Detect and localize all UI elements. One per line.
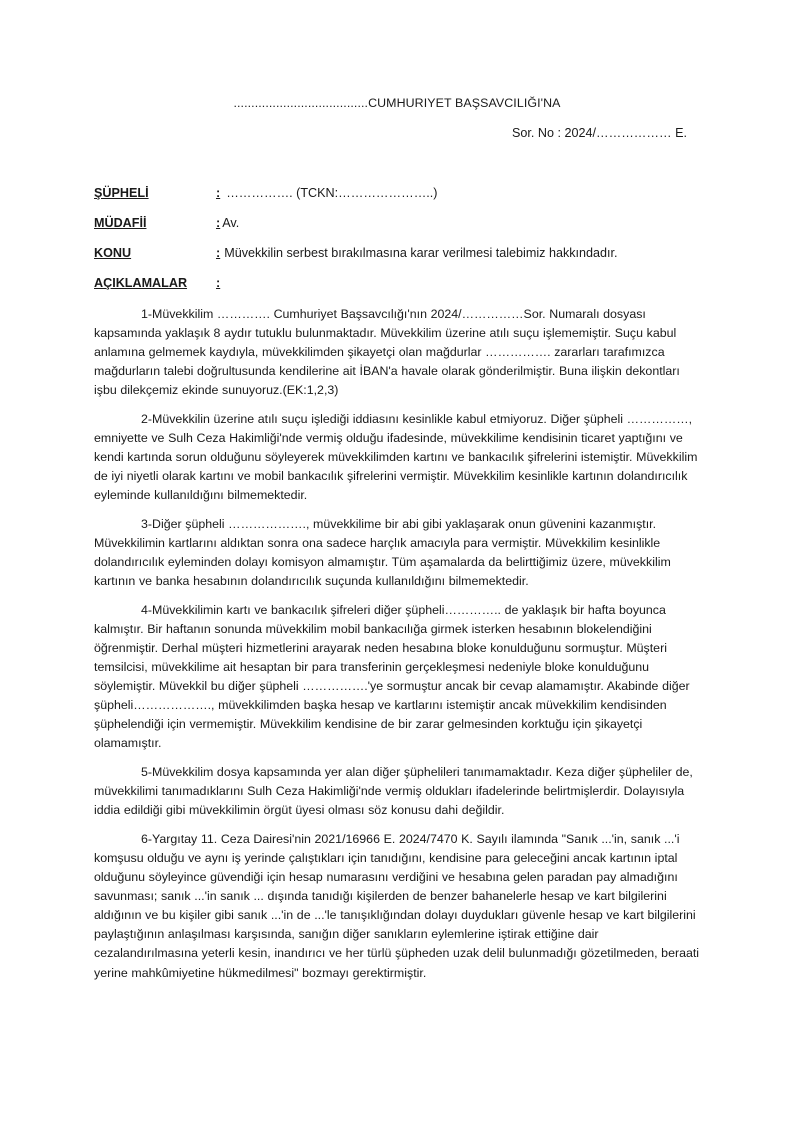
field-label-aciklamalar: AÇIKLAMALAR: [94, 276, 188, 290]
paragraph-2: 2-Müvekkilin üzerine atılı suçu işlediği iddiasını kesinlikle kabul etmiyoruz. Diğer şüpheli ……………, emniyette ve Sulh Ceza Hakimliği'nde vermiş olduğu ifadesinde, müvekkilime kendisinin ticaret yaptığını ve kendi kartında sorun olduğunu söyleyerek müvekkilimden kartını ve bankacılık şifrelerini istemiştir. Müvekkilim de iyi niyetli olarak kartını ve mobil bankacılık şifrelerini vermiştir. Müvekkilim kesinlikle kartının dolandırıcılık eyleminde kullanıldığını bilmemektedir.: [94, 411, 698, 503]
field-value-mudafii: Av.: [222, 216, 240, 230]
field-aciklamalar: [94, 276, 220, 290]
explanations-body: [94, 305, 700, 992]
field-label-mudafii: MÜDAFİİ: [94, 216, 147, 230]
field-supheli: [94, 186, 438, 200]
paragraph-3: 3-Diğer şüpheli ………………., müvekkilime bir abi gibi yaklaşarak onun güvenini kazanmıştır. Müvekkilimin kartlarını aldıktan sonra ona sadece harçlık amacıyla para vermiştir. Müvekkilim kesinlikle dolandırıcılık eyleminden dolayı komisyon almamıştır. Tüm aşamalarda da belirttiğimiz üzere, müvekkilim kartının ve banka hesabının dolandırıcılık suçunda kullanıldığını bilmemektedir.: [94, 516, 671, 589]
field-konu: [94, 246, 618, 260]
field-value-konu: Müvekkilin serbest bırakılmasına karar verilmesi talebimiz hakkındadır.: [224, 246, 618, 260]
paragraph-5: 5-Müvekkilim dosya kapsamında yer alan diğer şüphelileri tanımamaktadır. Keza diğer şüpheliler de, müvekkilimi tanımadıklarını Sulh Ceza Hakimliği'nde vermiş oldukları ifadelerinde belirtmişlerdir. Dolayısıyla iddia edildiği gibi müvekkilimin örgüt üyesi olması söz konusu dahi değildir.: [94, 765, 693, 818]
field-mudafii: [94, 216, 239, 230]
sor-number: Sor. No : 2024/……………… E.: [512, 126, 687, 140]
field-label-konu: KONU: [94, 246, 132, 260]
field-colon: :: [216, 276, 221, 290]
field-label-supheli: ŞÜPHELİ: [94, 186, 149, 200]
field-colon: :: [216, 186, 221, 200]
paragraph-6: 6-Yargıtay 11. Ceza Dairesi'nin 2021/16966 E. 2024/7470 K. Sayılı ilamında "Sanık ...'in, sanık ...'i komşusu olduğu ve aynı iş yerinde çalıştıkları için tanıdığını, kendisine para geleceğini ancak kartının iptal olduğunu söyleyince güvendiği için hesap numarasını verdiğini ve hesabına gelen paradan pay almadığını savunması; sanık ...'in sanık ... dışında tanıdığı kişilerden de benzer bahanelerle hesap ve kart bilgilerini aldığının ve bu kişiler gibi sanık ...'in de ...'le tanışıklığından dolayı duydukları güvenle hesap ve kart bilgilerini paylaştığının anlaşılması karşısında, sanığın diğer sanıkların eylemlerine iştirak ettiğine dair cezalandırılmasına yeterli kesin, inandırıcı ve her türlü şüpheden uzak delil bulunmadığı gözetilmeden, beraati yerine mahkûmiyetine hükmedilmesi" bozmayı gerektirmiştir.: [94, 831, 700, 980]
field-colon: :: [216, 246, 221, 260]
field-value-supheli: ……………. (TCKN:…………………..): [226, 186, 438, 200]
field-colon: :: [216, 216, 221, 230]
paragraph-1: 1-Müvekkilim …………. Cumhuriyet Başsavcılığı'nın 2024/……………Sor. Numaralı dosyası kapsamında yaklaşık 8 aydır tutuklu bulunmaktadır. Müvekkilim üzerine atılı suçu işlememiştir. Suçu kabul anlamına gelmemek kaydıyla, müvekkilimden şikayetçi olan mağdurlar ……………. zararları tarafımızca mağdurların talebi doğrultusunda kendilerine ait İBAN'a havale olarak gönderilmiştir. Buna ilişkin dekontları işbu dilekçemiz ekinde sunuyoruz.(EK:1,2,3): [94, 307, 680, 398]
paragraph-4: 4-Müvekkilimin kartı ve bankacılık şifreleri diğer şüpheli………….. de yaklaşık bir hafta boyunca kalmıştır. Bir haftanın sonunda müvekkilim mobil bankacılığa girmek isterken hesabının blokelendiğini öğrenmiştir. Derhal müşteri hizmetlerini arayarak neden hesabına bloke konulduğunu sormuştur. Müşteri temsilcisi, müvekkilime ait hesaptan bir para transferinin gerçekleşmesi nedeniyle bloke konulduğunu söylemiştir. Müvekkil bu diğer şüpheli …………….'ye sormuştur ancak bir cevap alamamıştır. Akabinde diğer şüpheli………………., müvekkilimden başka hesap ve kartlarını istemiştir ancak müvekkilim kendisinden şüphelendiği için vermemiştir. Müvekkilim kendisine de bir zarar gelmesinden korktuğu için şikayetçi olamamıştır.: [94, 602, 690, 751]
page-title: ......................................CUMHURIYET BAŞSAVCILIĞI'NA: [233, 96, 561, 110]
